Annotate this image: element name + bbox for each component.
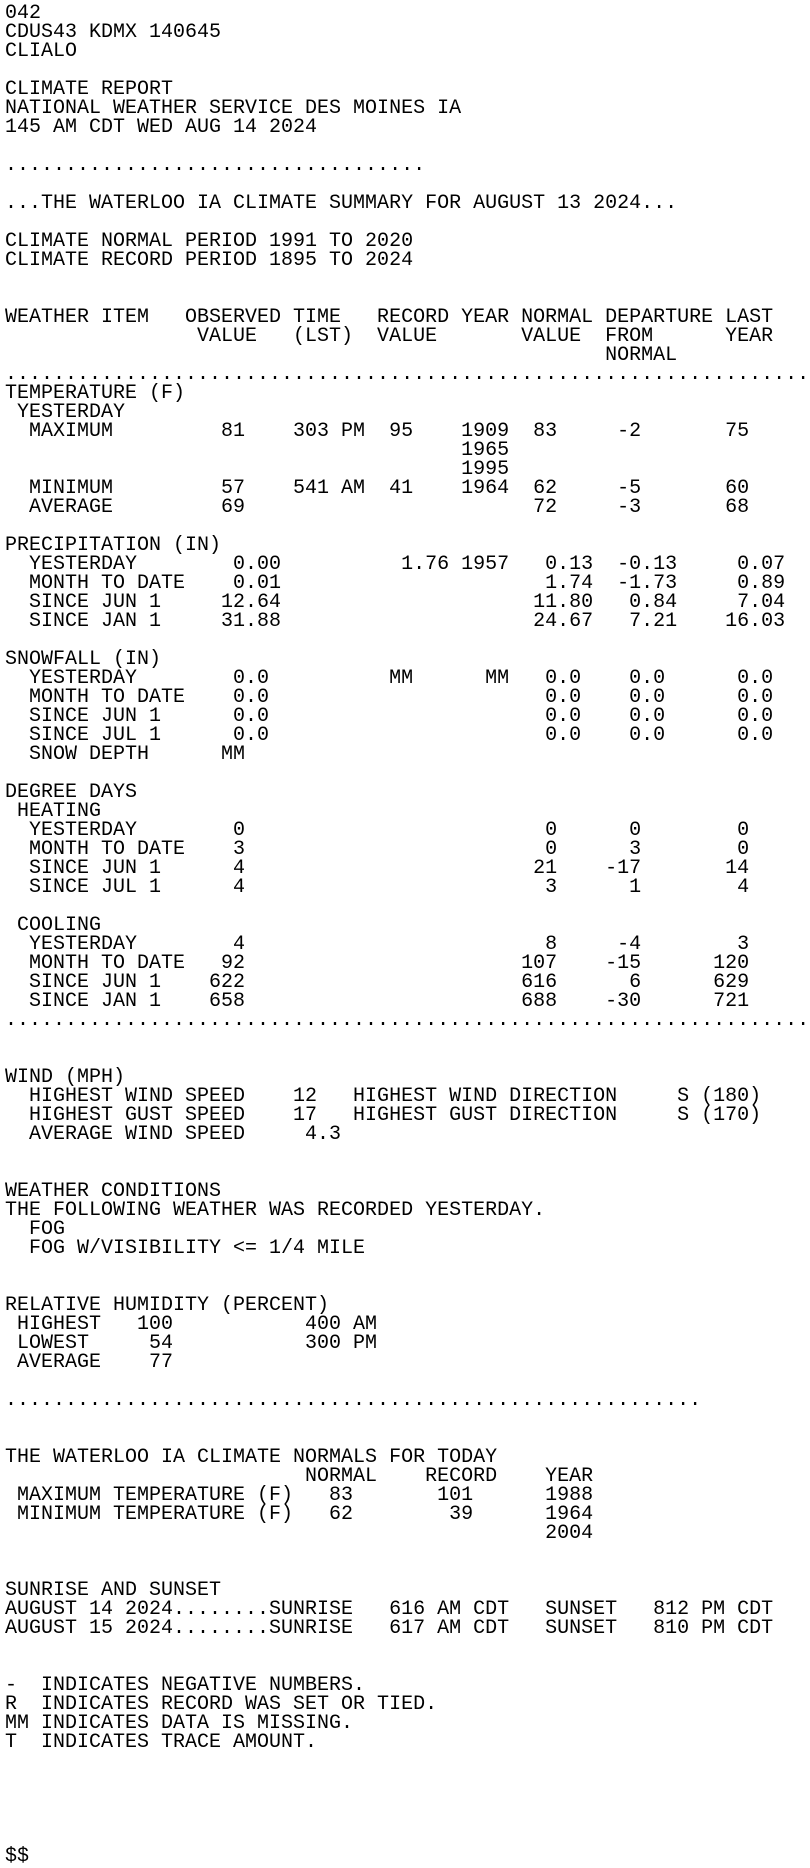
report-line: 042 [5, 2, 42, 25]
report-line: NATIONAL WEATHER SERVICE DES MOINES IA [5, 97, 462, 120]
report-line: AUGUST 15 2024........SUNRISE 617 AM CDT SUNSET 810 PM CDT [5, 1617, 774, 1640]
report-line: ...THE WATERLOO IA CLIMATE SUMMARY FOR AUGUST 13 2024... [5, 192, 678, 215]
report-line: COOLING [5, 914, 102, 937]
report-line: SINCE JUN 1 12.64 11.80 0.84 7.04 [5, 591, 786, 614]
report-line: SINCE JUN 1 0.0 0.0 0.0 0.0 [5, 705, 774, 728]
report-line: SUNRISE AND SUNSET [5, 1579, 222, 1602]
report-line: SINCE JUL 1 4 3 1 4 [5, 876, 750, 899]
report-line [5, 1828, 810, 1847]
report-line: 1965 [5, 439, 510, 462]
report-line: MONTH TO DATE 3 0 3 0 [5, 838, 750, 861]
report-line: MAXIMUM TEMPERATURE (F) 83 101 1988 [5, 1484, 594, 1507]
report-line: YESTERDAY 0.0 MM MM 0.0 0.0 0.0 [5, 667, 774, 690]
report-line: AVERAGE WIND SPEED 4.3 [5, 1123, 342, 1146]
report-line: TEMPERATURE (F) [5, 382, 186, 405]
report-line [5, 1144, 810, 1163]
report-line [5, 1638, 810, 1657]
report-line: VALUE (LST) VALUE VALUE FROM YEAR [5, 325, 774, 348]
report-line: T INDICATES TRACE AMOUNT. [5, 1731, 318, 1754]
report-line: NORMAL [5, 344, 678, 367]
report-line: THE FOLLOWING WEATHER WAS RECORDED YESTERDAY. [5, 1199, 546, 1222]
report-line: FOG [5, 1218, 66, 1241]
report-line: PRECIPITATION (IN) [5, 534, 222, 557]
report-line [5, 270, 810, 289]
report-line: CLIMATE REPORT [5, 78, 174, 101]
report-line: HIGHEST WIND SPEED 12 HIGHEST WIND DIRECTION S (180) [5, 1085, 762, 1108]
report-line: SINCE JUL 1 0.0 0.0 0.0 0.0 [5, 724, 774, 747]
report-line: MONTH TO DATE 0.01 1.74 -1.73 0.89 [5, 572, 786, 595]
report-line [5, 1410, 810, 1429]
report-line: R INDICATES RECORD WAS SET OR TIED. [5, 1693, 438, 1716]
report-line: MINIMUM TEMPERATURE (F) 62 39 1964 [5, 1503, 594, 1526]
report-line: 2004 [5, 1522, 594, 1545]
report-line: THE WATERLOO IA CLIMATE NORMALS FOR TODAY [5, 1446, 498, 1469]
report-line: SINCE JUN 1 622 616 6 629 [5, 971, 750, 994]
report-line: WEATHER CONDITIONS [5, 1180, 222, 1203]
report-line: YESTERDAY 0.00 1.76 1957 0.13 -0.13 0.07 [5, 553, 786, 576]
report-line: WEATHER ITEM OBSERVED TIME RECORD YEAR NORMAL DEPARTURE LAST [5, 306, 774, 329]
report-line [5, 1809, 810, 1828]
report-line: NORMAL RECORD YEAR [5, 1465, 594, 1488]
report-line: $$ [5, 1845, 30, 1868]
report-line [5, 1543, 810, 1562]
report-line: AVERAGE 77 [5, 1351, 174, 1374]
report-line: SNOWFALL (IN) [5, 648, 162, 671]
report-line: SNOW DEPTH MM [5, 743, 246, 766]
report-line: AUGUST 14 2024........SUNRISE 616 AM CDT SUNSET 812 PM CDT [5, 1598, 774, 1621]
report-line: MONTH TO DATE 92 107 -15 120 [5, 952, 750, 975]
report-line: FOG W/VISIBILITY <= 1/4 MILE [5, 1237, 366, 1260]
report-line: ................................................................... [5, 1009, 810, 1032]
report-line [5, 1030, 810, 1049]
report-line [5, 1790, 810, 1809]
report-line: SINCE JAN 1 658 688 -30 721 [5, 990, 750, 1013]
report-line: YESTERDAY [5, 401, 126, 424]
report-line: LOWEST 54 300 PM [5, 1332, 378, 1355]
report-line: HEATING [5, 800, 102, 823]
report-line: HIGHEST GUST SPEED 17 HIGHEST GUST DIRECTION S (170) [5, 1104, 762, 1127]
report-line [5, 1049, 810, 1068]
report-line: SINCE JAN 1 31.88 24.67 7.21 16.03 [5, 610, 786, 633]
report-line: SINCE JUN 1 4 21 -17 14 [5, 857, 750, 880]
report-line: YESTERDAY 4 8 -4 3 [5, 933, 750, 956]
report-line: MONTH TO DATE 0.0 0.0 0.0 0.0 [5, 686, 774, 709]
report-line: .......................................................... [5, 1389, 702, 1412]
report-line [5, 897, 810, 916]
report-line: 1995 [5, 458, 510, 481]
report-line [5, 1258, 810, 1277]
report-line: RELATIVE HUMIDITY (PERCENT) [5, 1294, 330, 1317]
report-line: MM INDICATES DATA IS MISSING. [5, 1712, 354, 1735]
report-line: AVERAGE 69 72 -3 68 [5, 496, 750, 519]
report-line: YESTERDAY 0 0 0 0 [5, 819, 750, 842]
report-line: 145 AM CDT WED AUG 14 2024 [5, 116, 318, 139]
report-line: - INDICATES NEGATIVE NUMBERS. [5, 1674, 366, 1697]
report-line: WIND (MPH) [5, 1066, 126, 1089]
report-line [5, 1771, 810, 1790]
report-line [5, 1752, 810, 1771]
report-line: ................................... [5, 154, 426, 177]
report-line: ................................................................... [5, 363, 810, 386]
report-line: DEGREE DAYS [5, 781, 138, 804]
report-line: MAXIMUM 81 303 PM 95 1909 83 -2 75 [5, 420, 750, 443]
report-line: CLIMATE RECORD PERIOD 1895 TO 2024 [5, 249, 414, 272]
report-line: CDUS43 KDMX 140645 [5, 21, 222, 44]
report-line: CLIMATE NORMAL PERIOD 1991 TO 2020 [5, 230, 414, 253]
report-line: HIGHEST 100 400 AM [5, 1313, 378, 1336]
report-line: CLIALO [5, 40, 78, 63]
report-line: MINIMUM 57 541 AM 41 1964 62 -5 60 [5, 477, 750, 500]
